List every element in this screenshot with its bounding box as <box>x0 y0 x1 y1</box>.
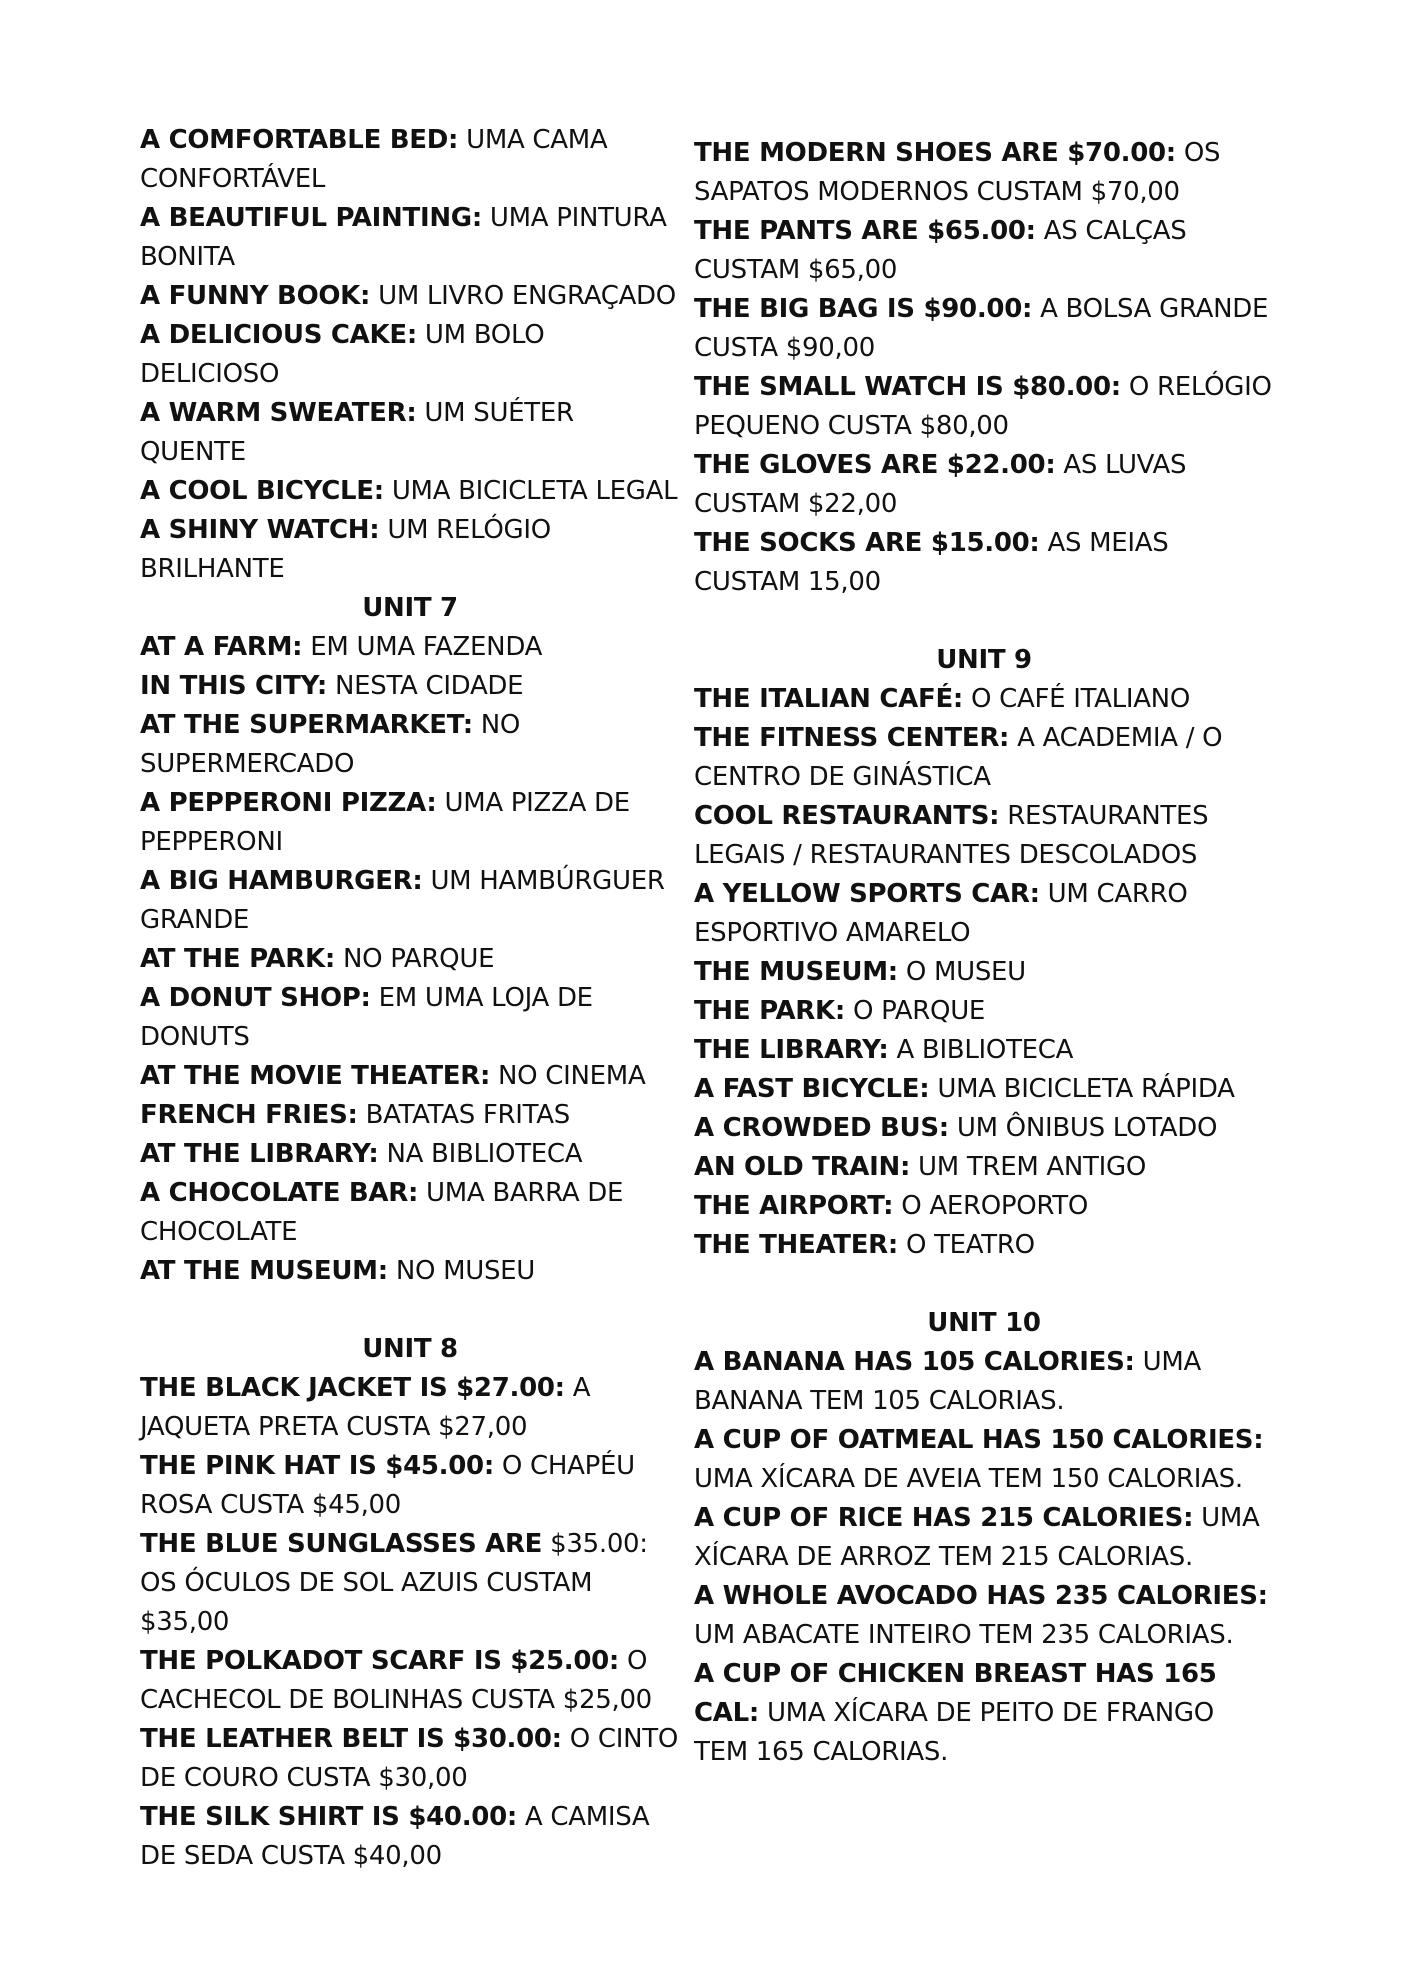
english-phrase: FRENCH FRIES: <box>140 1100 358 1130</box>
vocab-entry <box>140 1525 680 1642</box>
english-phrase: THE PARK: <box>694 996 845 1026</box>
portuguese-translation: O CACHECOL DE BOLINHAS CUSTA $25,00 <box>140 1646 652 1715</box>
vocab-entry <box>140 667 680 706</box>
portuguese-translation: O TEATRO <box>905 1230 1035 1260</box>
vocab-entry <box>140 199 680 277</box>
portuguese-translation: $35.00: OS ÓCULOS DE SOL AZUIS CUSTAM $35,00 <box>140 1529 648 1637</box>
portuguese-translation: NO PARQUE <box>342 944 495 974</box>
english-phrase: THE BLACK JACKET IS $27.00: <box>140 1373 565 1403</box>
english-phrase: A DELICIOUS CAKE: <box>140 320 417 350</box>
portuguese-translation: UMA XÍCARA DE AVEIA TEM 150 CALORIAS. <box>694 1464 1243 1494</box>
english-phrase: THE SMALL WATCH IS $80.00: <box>694 372 1121 402</box>
portuguese-translation: O MUSEU <box>905 957 1026 987</box>
vocab-entry <box>694 1070 1274 1109</box>
english-phrase: COOL RESTAURANTS: <box>694 801 1000 831</box>
unit-7-heading: UNIT 7 <box>362 593 458 623</box>
portuguese-translation: O CHAPÉU ROSA CUSTA $45,00 <box>140 1451 635 1520</box>
english-phrase: A CUP OF OATMEAL HAS 150 CALORIES: <box>694 1425 1264 1455</box>
english-phrase: AT THE PARK: <box>140 944 335 974</box>
english-phrase: THE SILK SHIRT IS $40.00: <box>140 1802 517 1832</box>
vocab-entry <box>140 784 680 862</box>
vocab-entry <box>140 316 680 394</box>
right-intro-list <box>694 134 1274 602</box>
english-phrase: AT A FARM: <box>140 632 303 662</box>
english-phrase: A WARM SWEATER: <box>140 398 417 428</box>
english-phrase: THE LEATHER BELT IS $30.00: <box>140 1724 562 1754</box>
unit-8-list <box>140 1369 680 1876</box>
vocab-entry <box>694 992 1274 1031</box>
portuguese-translation: UMA PIZZA DE PEPPERONI <box>140 788 630 857</box>
english-phrase: THE THEATER: <box>694 1230 898 1260</box>
vocab-entry <box>694 1655 1274 1772</box>
right-column <box>694 134 1274 1772</box>
english-phrase: A YELLOW SPORTS CAR: <box>694 879 1040 909</box>
vocab-entry <box>140 1798 680 1876</box>
portuguese-translation: EM UMA LOJA DE DONUTS <box>140 983 593 1052</box>
portuguese-translation: UMA BANANA TEM 105 CALORIAS. <box>694 1347 1201 1416</box>
portuguese-translation: UM CARRO ESPORTIVO AMARELO <box>694 879 1188 948</box>
portuguese-translation: AS LUVAS CUSTAM $22,00 <box>694 450 1187 519</box>
portuguese-translation: UM ÔNIBUS LOTADO <box>956 1113 1218 1143</box>
portuguese-translation: UM LIVRO ENGRAÇADO <box>378 281 676 311</box>
vocab-entry <box>140 979 680 1057</box>
vocab-entry <box>140 1174 680 1252</box>
portuguese-translation: UMA PINTURA BONITA <box>140 203 667 272</box>
vocab-entry <box>694 953 1274 992</box>
portuguese-translation: UM ABACATE INTEIRO TEM 235 CALORIAS. <box>694 1620 1234 1650</box>
vocab-entry <box>694 212 1274 290</box>
english-phrase: THE PANTS ARE $65.00: <box>694 216 1036 246</box>
portuguese-translation: O PARQUE <box>852 996 986 1026</box>
vocab-entry <box>140 940 680 979</box>
english-phrase: A BIG HAMBURGER: <box>140 866 423 896</box>
vocab-entry <box>140 706 680 784</box>
vocab-entry <box>694 1421 1274 1499</box>
vocab-entry <box>140 1369 680 1447</box>
english-phrase: A SHINY WATCH: <box>140 515 380 545</box>
vocab-entry <box>694 446 1274 524</box>
portuguese-translation: BATATAS FRITAS <box>365 1100 570 1130</box>
spacer <box>140 1291 680 1330</box>
english-phrase: IN THIS CITY: <box>140 671 327 701</box>
unit-9-heading: UNIT 9 <box>936 645 1032 675</box>
english-phrase: THE GLOVES ARE $22.00: <box>694 450 1056 480</box>
portuguese-translation: A JAQUETA PRETA CUSTA $27,00 <box>140 1373 591 1442</box>
vocab-entry <box>140 1135 680 1174</box>
portuguese-translation: NO MUSEU <box>395 1256 536 1286</box>
english-phrase: A BANANA HAS 105 CALORIES: <box>694 1347 1135 1377</box>
portuguese-translation: OS SAPATOS MODERNOS CUSTAM $70,00 <box>694 138 1221 207</box>
vocab-entry <box>140 511 680 589</box>
english-phrase: THE FITNESS CENTER: <box>694 723 1010 753</box>
english-phrase: THE BLUE SUNGLASSES ARE <box>140 1529 543 1559</box>
portuguese-translation: A BIBLIOTECA <box>896 1035 1074 1065</box>
english-phrase: AT THE SUPERMARKET: <box>140 710 473 740</box>
portuguese-translation: A ACADEMIA / O CENTRO DE GINÁSTICA <box>694 723 1223 792</box>
portuguese-translation: UMA XÍCARA DE PEITO DE FRANGO TEM 165 CALORIAS. <box>694 1698 1214 1767</box>
vocab-entry <box>694 875 1274 953</box>
unit-10-heading: UNIT 10 <box>927 1308 1041 1338</box>
portuguese-translation: O CAFÉ ITALIANO <box>971 684 1190 714</box>
english-phrase: A CHOCOLATE BAR: <box>140 1178 419 1208</box>
portuguese-translation: UMA BARRA DE CHOCOLATE <box>140 1178 624 1247</box>
english-phrase: THE LIBRARY: <box>694 1035 889 1065</box>
vocab-entry <box>140 277 680 316</box>
vocab-entry <box>694 1499 1274 1577</box>
english-phrase: A PEPPERONI PIZZA: <box>140 788 437 818</box>
english-phrase: AN OLD TRAIN: <box>694 1152 911 1182</box>
left-column <box>140 121 680 1876</box>
english-phrase: A FUNNY BOOK: <box>140 281 371 311</box>
english-phrase: A FAST BICYCLE: <box>694 1074 930 1104</box>
portuguese-translation: EM UMA FAZENDA <box>310 632 543 662</box>
vocab-entry <box>140 394 680 472</box>
english-phrase: THE BIG BAG IS $90.00: <box>694 294 1033 324</box>
english-phrase: A COOL BICYCLE: <box>140 476 384 506</box>
vocab-entry <box>140 1096 680 1135</box>
english-phrase: THE ITALIAN CAFÉ: <box>694 684 964 714</box>
unit-9-list <box>694 680 1274 1265</box>
english-phrase: AT THE LIBRARY: <box>140 1139 379 1169</box>
vocab-entry <box>694 1577 1274 1655</box>
portuguese-translation: UMA CAMA CONFORTÁVEL <box>140 125 608 194</box>
vocab-entry <box>140 1252 680 1291</box>
vocab-entry <box>140 472 680 511</box>
vocab-entry <box>140 862 680 940</box>
portuguese-translation: UMA BICICLETA RÁPIDA <box>937 1074 1235 1104</box>
vocab-entry <box>140 628 680 667</box>
portuguese-translation: AS CALÇAS CUSTAM $65,00 <box>694 216 1187 285</box>
english-phrase: THE SOCKS ARE $15.00: <box>694 528 1040 558</box>
vocab-entry <box>694 680 1274 719</box>
portuguese-translation: NO CINEMA <box>498 1061 646 1091</box>
unit-10-list <box>694 1343 1274 1772</box>
vocab-entry <box>694 797 1274 875</box>
vocab-entry <box>694 1031 1274 1070</box>
portuguese-translation: O CINTO DE COURO CUSTA $30,00 <box>140 1724 678 1793</box>
vocab-entry <box>694 1226 1274 1265</box>
vocab-entry <box>694 1109 1274 1148</box>
english-phrase: A BEAUTIFUL PAINTING: <box>140 203 482 233</box>
vocab-entry <box>140 121 680 199</box>
portuguese-translation: NESTA CIDADE <box>334 671 524 701</box>
spacer <box>694 602 1274 641</box>
portuguese-translation: AS MEIAS CUSTAM 15,00 <box>694 528 1169 597</box>
portuguese-translation: RESTAURANTES LEGAIS / RESTAURANTES DESCOLADOS <box>694 801 1209 870</box>
vocab-entry <box>694 134 1274 212</box>
vocab-entry <box>140 1720 680 1798</box>
vocab-entry <box>140 1447 680 1525</box>
english-phrase: THE MUSEUM: <box>694 957 898 987</box>
vocab-entry <box>140 1642 680 1720</box>
unit-7-list <box>140 628 680 1291</box>
english-phrase: THE MODERN SHOES ARE $70.00: <box>694 138 1176 168</box>
english-phrase: THE AIRPORT: <box>694 1191 894 1221</box>
vocab-entry <box>694 719 1274 797</box>
portuguese-translation: O AEROPORTO <box>901 1191 1089 1221</box>
portuguese-translation: NA BIBLIOTECA <box>386 1139 583 1169</box>
unit-8-heading: UNIT 8 <box>362 1334 458 1364</box>
portuguese-translation: UM BOLO DELICIOSO <box>140 320 545 389</box>
vocab-entry <box>694 1187 1274 1226</box>
portuguese-translation: A BOLSA GRANDE CUSTA $90,00 <box>694 294 1269 363</box>
english-phrase: THE POLKADOT SCARF IS $25.00: <box>140 1646 620 1676</box>
vocab-entry <box>694 290 1274 368</box>
portuguese-translation: UM HAMBÚRGUER GRANDE <box>140 866 665 935</box>
portuguese-translation: UM RELÓGIO BRILHANTE <box>140 515 551 584</box>
english-phrase: A COMFORTABLE BED: <box>140 125 459 155</box>
left-intro-list <box>140 121 680 589</box>
vocab-entry <box>694 368 1274 446</box>
spacer <box>694 1265 1274 1304</box>
vocab-entry <box>694 1148 1274 1187</box>
english-phrase: AT THE MUSEUM: <box>140 1256 388 1286</box>
portuguese-translation: UMA XÍCARA DE ARROZ TEM 215 CALORIAS. <box>694 1503 1260 1572</box>
english-phrase: A DONUT SHOP: <box>140 983 371 1013</box>
english-phrase: AT THE MOVIE THEATER: <box>140 1061 491 1091</box>
portuguese-translation: NO SUPERMERCADO <box>140 710 521 779</box>
english-phrase: A CUP OF RICE HAS 215 CALORIES: <box>694 1503 1194 1533</box>
portuguese-translation: UMA BICICLETA LEGAL <box>391 476 678 506</box>
portuguese-translation: A CAMISA DE SEDA CUSTA $40,00 <box>140 1802 650 1871</box>
english-phrase: THE PINK HAT IS $45.00: <box>140 1451 494 1481</box>
english-phrase: A WHOLE AVOCADO HAS 235 CALORIES: <box>694 1581 1268 1611</box>
portuguese-translation: UM SUÉTER QUENTE <box>140 398 574 467</box>
english-phrase: A CROWDED BUS: <box>694 1113 949 1143</box>
portuguese-translation: O RELÓGIO PEQUENO CUSTA $80,00 <box>694 372 1272 441</box>
portuguese-translation: UM TREM ANTIGO <box>918 1152 1147 1182</box>
vocab-entry <box>694 524 1274 602</box>
vocab-entry <box>694 1343 1274 1421</box>
vocab-entry <box>140 1057 680 1096</box>
english-phrase: A CUP OF CHICKEN BREAST HAS 165 CAL: <box>694 1659 1217 1728</box>
